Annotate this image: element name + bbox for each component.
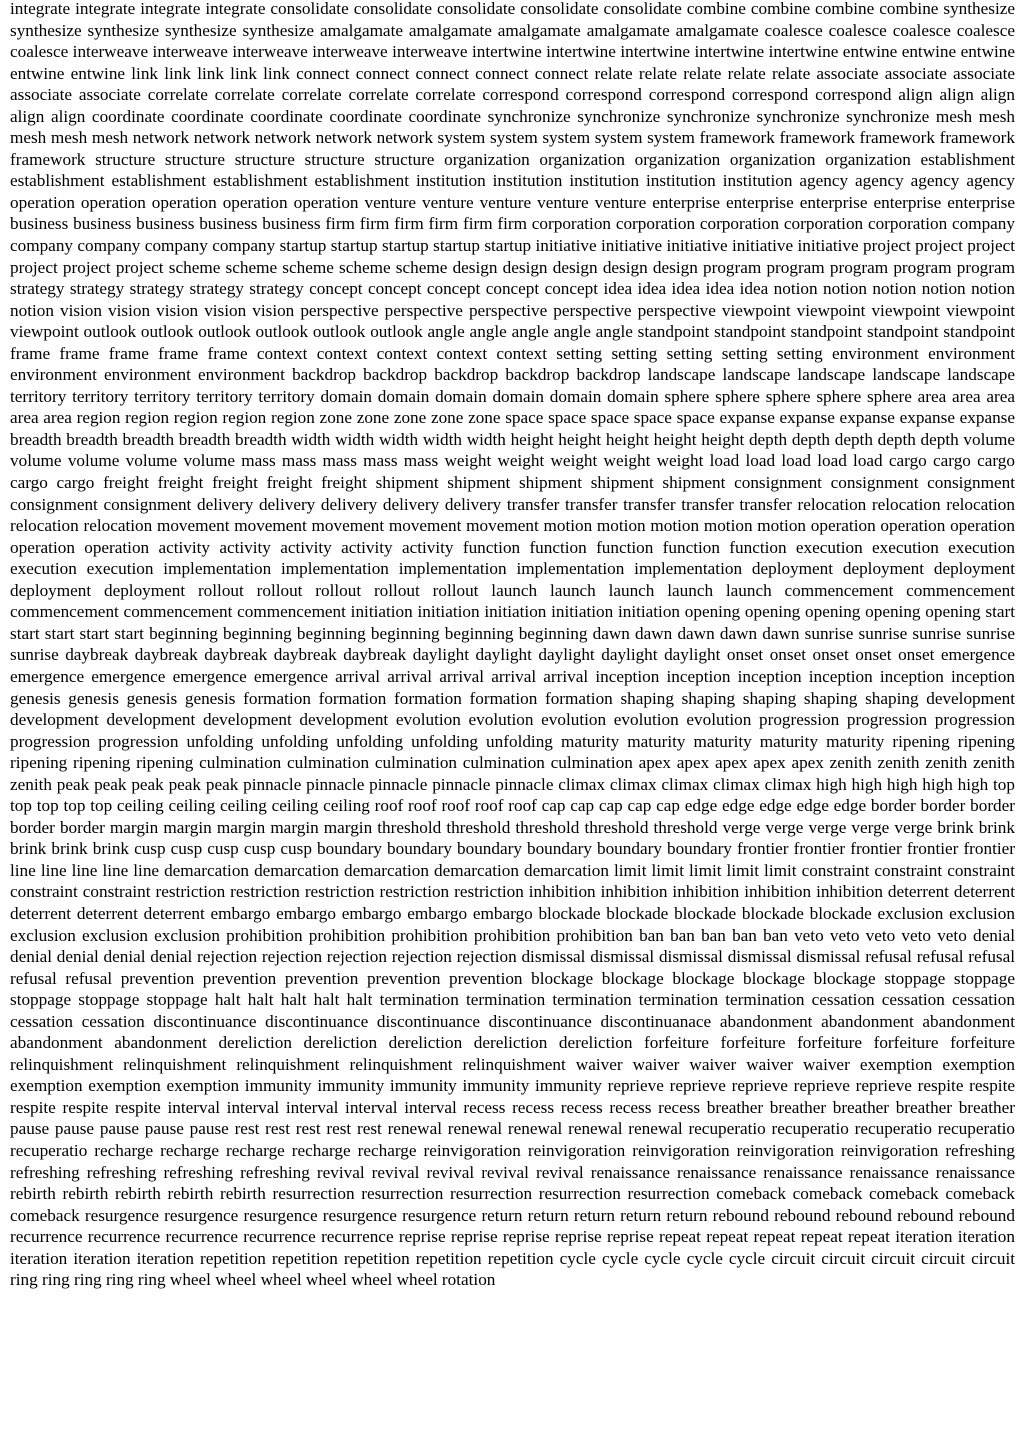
body-text: integrate integrate integrate integrate consolidate consolidate consolidate consolidate consolidate combine combine combine combine synthesize synthesize synthesize synthesize synthesize amalgamate amalgamate amalgamate amalgamate amalgamate coalesce coalesce coalesce coalesce coalesce interweave interweave interweave interweave interweave intertwine intertwine intertwine intertwine intertwine entwine entwine entwine entwine entwine link link link link link connect connect connect connect connect relate relate relate relate relate associate associate associate associate associate correlate correlate correlate correlate correlate correspond correspond correspond correspond correspond align align align align align coordinate coordinate coordinate coordinate coordinate synchronize synchronize synchronize synchronize synchronize mesh mesh mesh mesh mesh network network network network network system system system system system framework framework framework framework framework structure structure structure structure structure organization organization organization organization organization establishment establishment establishment establishment establishment institution institution institution institution institution agency agency agency agency operation operation operation operation operation venture venture venture venture venture enterprise enterprise enterprise enterprise enterprise business business business business business firm firm firm firm firm firm corporation corporation corporation corporation corporation company company company company company startup startup startup startup startup initiative initiative initiative initiative initiative project project project project project project scheme scheme scheme scheme scheme design design design design design program program program program program strategy strategy strategy strategy strategy concept concept concept concept concept idea idea idea idea idea notion notion notion notion notion notion vision vision vision vision vision perspective perspective perspective perspective perspective viewpoint viewpoint viewpoint viewpoint viewpoint outlook outlook outlook outlook outlook outlook angle angle angle angle angle standpoint standpoint standpoint standpoint standpoint frame frame frame frame frame context context context context context setting setting setting setting setting environment environment environment environment environment backdrop backdrop backdrop backdrop backdrop landscape landscape landscape landscape landscape territory territory territory territory territory domain domain domain domain domain domain sphere sphere sphere sphere sphere area area area area area region region region region region zone zone zone zone zone space space space space space expanse expanse expanse expanse expanse breadth breadth breadth breadth breadth width width width width width height height height height height depth depth depth depth depth volume volume volume volume volume mass mass mass mass mass weight weight weight weight weight load load load load load cargo cargo cargo cargo cargo freight freight freight freight freight shipment shipment shipment shipment shipment consignment consignment consignment consignment consignment delivery delivery delivery delivery delivery transfer transfer transfer transfer transfer relocation relocation relocation relocation relocation movement movement movement movement movement motion motion motion motion motion operation operation operation operation operation activity activity activity activity activity function function function function function execution execution execution execution execution implementation implementation implementation implementation implementation deployment deployment deployment deployment deployment rollout rollout rollout rollout rollout launch launch launch launch launch commencement commencement commencement commencement commencement initiation initiation initiation initiation initiation opening opening opening opening opening start start start start start beginning beginning beginning beginning beginning beginning dawn dawn dawn dawn dawn sunrise sunrise sunrise sunrise sunrise daybreak daybreak daybreak daybreak daybreak daylight daylight daylight daylight daylight onset onset onset onset onset emergence emergence emergence emergence emergence arrival arrival arrival arrival arrival inception inception inception inception inception inception genesis genesis genesis genesis formation formation formation formation formation shaping shaping shaping shaping shaping development development development development development evolution evolution evolution evolution evolution progression progression progression progression progression unfolding unfolding unfolding unfolding unfolding maturity maturity maturity maturity maturity ripening ripening ripening ripening ripening culmination culmination culmination culmination culmination apex apex apex apex apex zenith zenith zenith zenith zenith peak peak peak peak peak pinnacle pinnacle pinnacle pinnacle pinnacle climax climax climax climax climax high high high high high top top top top top ceiling ceiling ceiling ceiling ceiling roof roof roof roof roof cap cap cap cap cap edge edge edge edge edge border border border border border margin margin margin margin margin threshold threshold threshold threshold threshold verge verge verge verge verge brink brink brink brink brink cusp cusp cusp cusp cusp boundary boundary boundary boundary boundary boundary frontier frontier frontier frontier frontier line line line line line demarcation demarcation demarcation demarcation demarcation limit limit limit limit limit constraint constraint constraint constraint constraint restriction restriction restriction restriction restriction inhibition inhibition inhibition inhibition inhibition deterrent deterrent deterrent deterrent deterrent embargo embargo embargo embargo embargo blockade blockade blockade blockade blockade exclusion exclusion exclusion exclusion exclusion prohibition prohibition prohibition prohibition prohibition ban ban ban ban ban veto veto veto veto veto denial denial denial denial denial rejection rejection rejection rejection rejection dismissal dismissal dismissal dismissal dismissal refusal refusal refusal refusal refusal prevention prevention prevention prevention prevention blockage blockage blockage blockage blockage stoppage stoppage stoppage stoppage stoppage halt halt halt halt halt termination termination termination termination termination cessation cessation cessation cessation cessation discontinuance discontinuance discontinuance discontinuance discontinuanace abandonment abandonment abandonment abandonment abandonment dereliction dereliction dereliction dereliction dereliction forfeiture forfeiture forfeiture forfeiture forfeiture relinquishment relinquishment relinquishment relinquishment relinquishment waiver waiver waiver waiver waiver exemption exemption exemption exemption exemption immunity immunity immunity immunity immunity reprieve reprieve reprieve reprieve reprieve respite respite respite respite respite interval interval interval interval interval recess recess recess recess recess breather breather breather breather breather pause pause pause pause pause rest rest rest rest rest renewal renewal renewal renewal renewal recuperatio recuperatio recuperatio recuperatio recuperatio recharge recharge recharge recharge recharge reinvigoration reinvigoration reinvigoration reinvigoration reinvigoration refreshing refreshing refreshing refreshing refreshing revival revival revival revival revival renaissance renaissance renaissance renaissance renaissance rebirth rebirth rebirth rebirth rebirth resurrection resurrection resurrection resurrection resurrection comeback comeback comeback comeback comeback resurgence resurgence resurgence resurgence resurgence return return return return return rebound rebound rebound rebound rebound recurrence recurrence recurrence recurrence recurrence reprise reprise reprise reprise reprise repeat repeat repeat repeat repeat iteration iteration iteration iteration iteration repetition repetition repetition repetition repetition cycle cycle cycle cycle cycle circuit circuit circuit circuit circuit ring ring ring ring ring wheel wheel wheel wheel wheel wheel rotation <box>10 0 1015 1290</box>
